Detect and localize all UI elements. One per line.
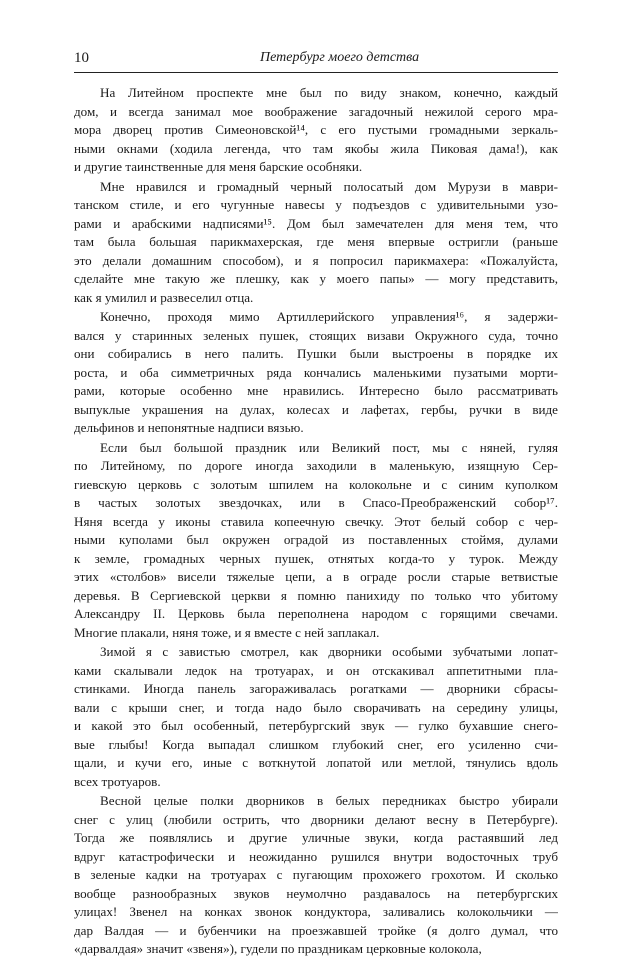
text-line: Конечно, проходя мимо Артиллерийского управления¹⁶, я задержи- bbox=[100, 309, 558, 324]
text-line: это делали домашним способом), и я попросил парикмахера: «Пожалуйста, bbox=[74, 252, 558, 268]
page-header bbox=[74, 48, 558, 70]
text-line: всех тротуаров. bbox=[74, 773, 161, 789]
text-line: мора дворец против Симеоновской¹⁴, с его пустыми громадными зеркаль- bbox=[74, 122, 558, 137]
text-line: На Литейном проспекте мне был по виду знаком, конечно, каждый bbox=[100, 85, 558, 100]
text-line: Если был большой праздник или Великий пост, мы с няней, гуляя bbox=[100, 439, 558, 455]
text-line: в зеленые кадки на тротуарах с пугающим прохожего грохотом. И сколько bbox=[74, 867, 558, 882]
text-line: вые глыбы! Когда выпадал слишком глубокий снег, его усиленно счи- bbox=[74, 736, 558, 752]
text-line: они собирались в него палить. Пушки были выстроены в порядке их bbox=[74, 346, 558, 361]
page-number: 10 bbox=[74, 50, 89, 66]
text-line: «дарвалдая» значит «звеня»), гудели по праздникам церковные колокола, bbox=[74, 941, 482, 956]
text-line: вообще разнообразных звуков неумолчно раздавалось на петербургских bbox=[74, 885, 558, 901]
text-line: дельфинов и непонятные надписи вязью. bbox=[74, 420, 304, 435]
text-line: рами, которые особенно мне нравились. Интересно было рассматривать bbox=[74, 383, 558, 398]
paragraph bbox=[74, 178, 558, 308]
text-line: в частых золотых звездочках, или в Спасо-Преображенский собор¹⁷. bbox=[74, 495, 558, 510]
text-line: этих «столбов» висели тяжелые цепи, а в ограде росли старые ветвистые bbox=[74, 569, 558, 584]
text-line: Няня всегда у иконы ставила копеечную свечку. Этот белый собор с чер- bbox=[74, 513, 558, 529]
text-line: рами и арабскими надписями¹⁵. Дом был замечателен для меня тем, что bbox=[74, 215, 558, 231]
text-line: там была большая парикмахерская, где меня впервые остригли (раньше bbox=[74, 234, 558, 249]
text-line: выпуклые украшения на дулах, колесах и лафетах, гербы, ручки в виде bbox=[74, 401, 558, 417]
text-line: как я умилил и развеселил отца. bbox=[74, 289, 254, 305]
text-line: и другие таинственные для меня барские особняки. bbox=[74, 159, 363, 174]
paragraph bbox=[74, 84, 558, 177]
text-line: Мне нравился и громадный черный полосатый дом Мурузи в маври- bbox=[100, 178, 558, 194]
text-line: роста, и оба симметричных ряда кончались маленькими пузатыми морти- bbox=[74, 364, 558, 380]
running-title: Петербург моего детства bbox=[260, 50, 420, 65]
text-line: танском стиле, и его чугунные навесы у подъездов с удивительными узо- bbox=[74, 197, 558, 212]
paragraph bbox=[74, 308, 558, 438]
text-line: гиевскую церковь с золотым шпилем на колокольне и с синим куполком bbox=[74, 476, 558, 492]
header-rule bbox=[74, 72, 558, 73]
text-line: вдруг катастрофически и неожиданно рушился внутри водосточных труб bbox=[74, 848, 558, 864]
text-line: щали, и кучи его, иные с воткнутой лопатой или метлой, тянулись вдоль bbox=[74, 755, 558, 770]
paragraph bbox=[74, 792, 558, 959]
text-line: деревья. В Сергиевской церкви я помню панихиду по только что убитому bbox=[74, 587, 558, 603]
paragraph bbox=[74, 439, 558, 643]
text-line: снег с улиц (любили острить, что дворники делают весну в Петербурге). bbox=[74, 811, 558, 827]
text-line: Зимой я с завистью смотрел, как дворники особыми зубчатыми лопат- bbox=[100, 644, 558, 659]
text-line: вался у старинных зеленых пушек, стоящих визави Окружного суда, точно bbox=[74, 327, 558, 343]
text-line: к земле, громадных черных пушек, отнятых когда-то у турок. Между bbox=[74, 550, 558, 566]
text-line: по Литейному, по дороге иногда заходили в маленькую, изящную Сер- bbox=[74, 458, 558, 473]
text-line: вали с крыши снег, и тогда надо было сворачивать на середину улицы, bbox=[74, 699, 558, 715]
text-line: стинками. Иногда панель загораживалась рогатками — дворники сбрасы- bbox=[74, 681, 558, 696]
text-line: улицах! Звенел на конках звонок кондуктора, заливались колокольчики — bbox=[74, 904, 558, 919]
text-line: и какой это был особенный, петербургский звук — гулко бухавшие снего- bbox=[74, 718, 558, 733]
body-text bbox=[74, 84, 558, 960]
text-line: Весной целые полки дворников в белых передниках быстро убирали bbox=[100, 793, 558, 808]
text-line: Тогда же появлялись и другие уличные звуки, когда растаявший лед bbox=[74, 830, 558, 845]
text-line: дар Валдая — и бубенчики на проезжавшей тройке (я долго думал, что bbox=[74, 922, 558, 938]
text-line: ками скалывали ледок на тротуарах, и он отскакивал аппетитными пла- bbox=[74, 662, 558, 678]
text-line: Александру II. Церковь была переполнена народом с горящими свечами. bbox=[74, 606, 558, 621]
text-line: сделайте мне такую же плешку, как у моего папы» — могу представить, bbox=[74, 271, 558, 286]
text-line: Многие плакали, няня тоже, и я вместе с ней заплакал. bbox=[74, 624, 380, 640]
paragraph bbox=[74, 643, 558, 791]
text-line: дом, и всегда занимал мое воображение загадочный нежилой серого мра- bbox=[74, 103, 558, 119]
text-line: ными окнами (ходила легенда, что там якобы жила Пиковая дама!), как bbox=[74, 140, 558, 156]
text-line: ными куполами был окружен оградой из поставленных стоймя, дулами bbox=[74, 532, 558, 547]
